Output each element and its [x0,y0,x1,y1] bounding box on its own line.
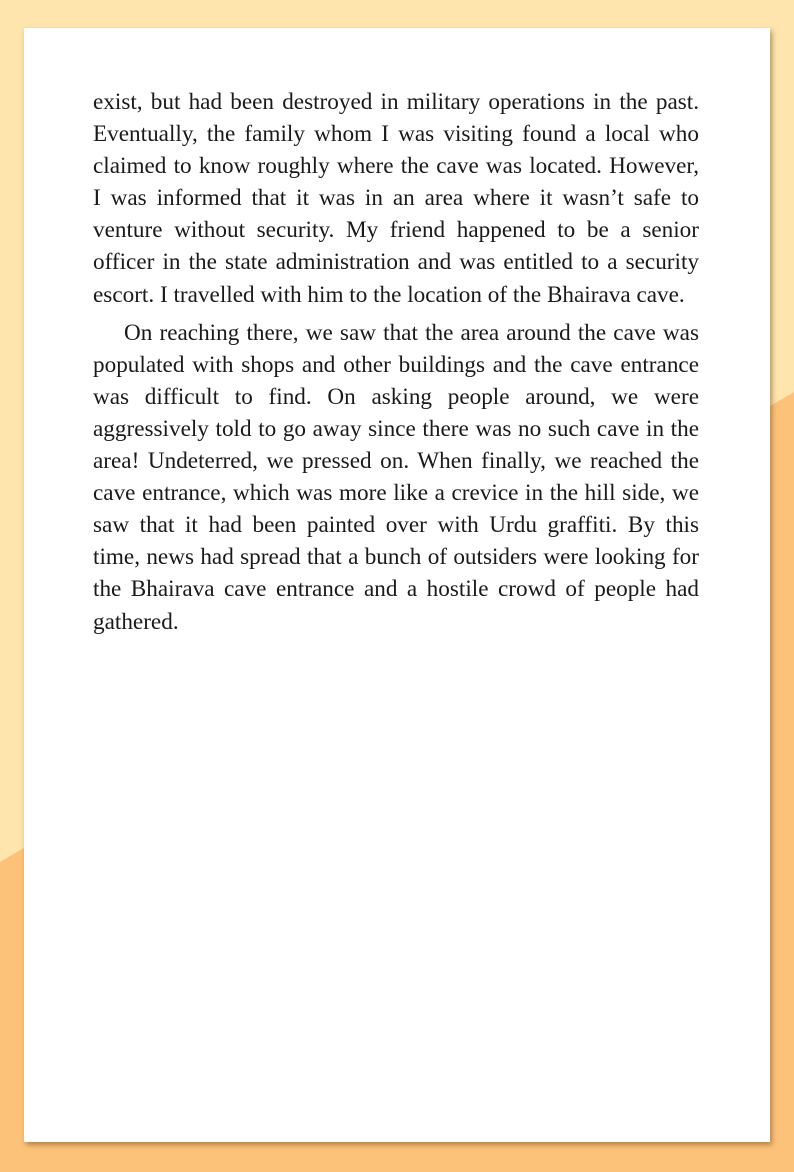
paragraph: On reaching there, we saw that the area around the cave was populated with shops and other buildings and the cave entrance was difficult to find. On asking people around, we were aggressively told to go away since there was no such cave in the area! Undeterred, we pressed on. When finally, we reached the cave entrance, which was more like a crevice in the hill side, we saw that it had been painted over with Urdu graffiti. By this time, news had spread that a bunch of outsiders were looking for the Bhairava cave entrance and a hostile crowd of people had gathered. [93,319,699,635]
book-page [24,28,770,1142]
page-body-text [93,86,699,638]
paragraph: exist, but had been destroyed in military operations in the past. Eventually, the family whom I was visiting found a local who claimed to know roughly where the cave was located. However, I was informed that it was in an area where it wasn’t safe to venture without security. My friend happened to be a senior officer in the state administration and was entitled to a security escort. I travelled with him to the location of the Bhairava cave. [93,89,699,308]
